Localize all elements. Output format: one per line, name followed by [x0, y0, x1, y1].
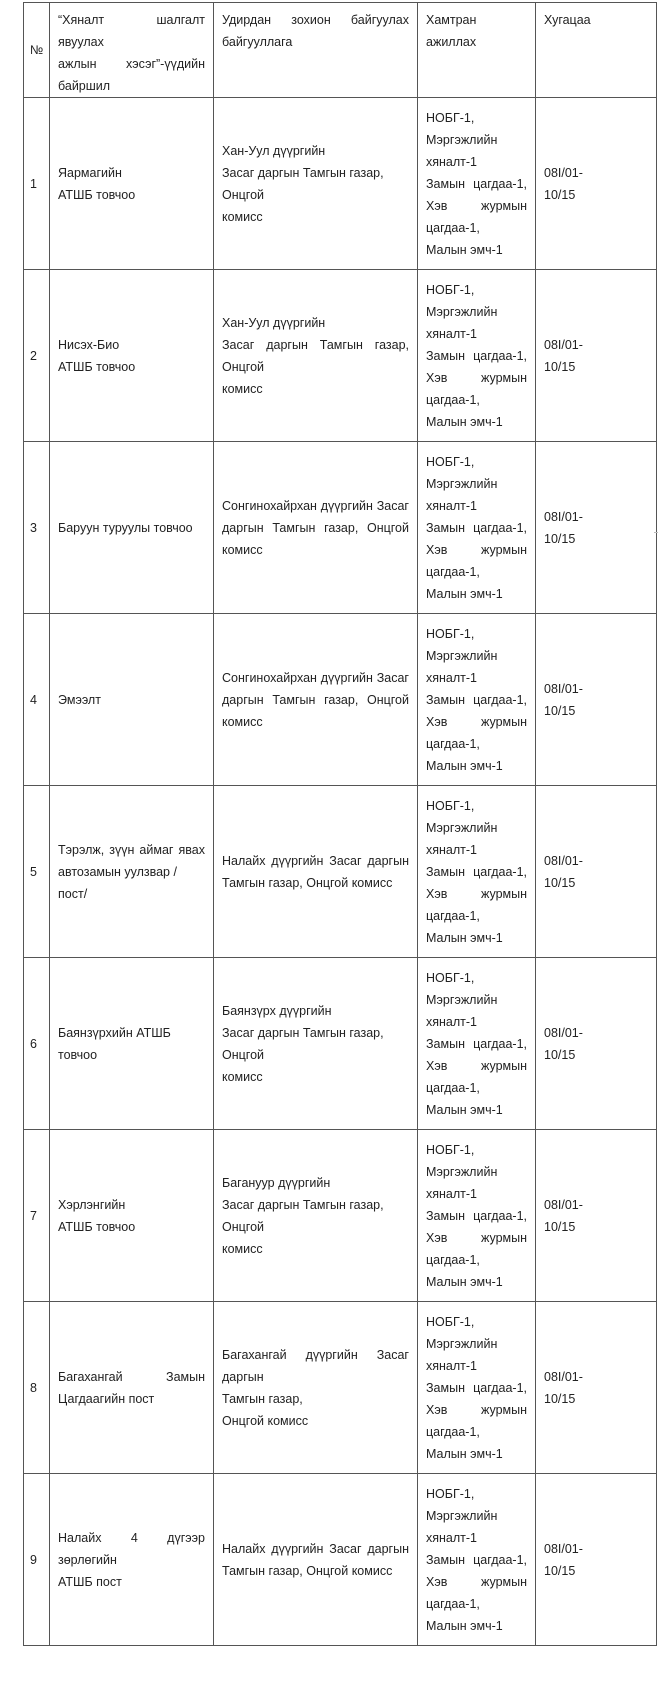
cooperate-line: НОБГ-1, [426, 626, 475, 641]
cooperate-line: Хэв журмын [426, 714, 527, 729]
cooperate-line: Замын цагдаа-1, [426, 1036, 527, 1051]
location-line: автозамын уулзвар /пост/ [58, 864, 177, 901]
row-number: 5 [24, 786, 50, 958]
deadline-line: 08I/01- [544, 337, 583, 352]
cooperate-line: НОБГ-1, [426, 454, 475, 469]
deadline-line: 08I/01- [544, 1197, 583, 1212]
deadline-line: 10/15 [544, 1563, 576, 1578]
organizer-cell [214, 1474, 418, 1646]
cooperate-line: Малын эмч-1 [426, 1274, 503, 1289]
organizer-line: Налайх дүүргийн Засаг даргын [222, 853, 409, 868]
cooperate-line: Замын цагдаа-1, [426, 176, 527, 191]
cooperate-line: Мэргэжлийн [426, 648, 498, 663]
cooperate-line: Замын цагдаа-1, [426, 692, 527, 707]
cooperate-line: цагдаа-1, [426, 1080, 480, 1095]
cooperate-line: НОБГ-1, [426, 970, 475, 985]
cooperate-line: цагдаа-1, [426, 908, 480, 923]
cooperate-line: Мэргэжлийн [426, 1508, 498, 1523]
location-line: АТШБ пост [58, 1574, 122, 1589]
organizer-line: Онцгой комисс [222, 1413, 309, 1428]
cooperate-line: Малын эмч-1 [426, 414, 503, 429]
organizer-cell [214, 98, 418, 270]
cooperate-line: хяналт-1 [426, 842, 478, 857]
location-line: Баянзүрхийн АТШБ товчоо [58, 1025, 171, 1062]
table-row [24, 786, 657, 958]
location-cell [50, 442, 214, 614]
cooperate-line: хяналт-1 [426, 1530, 478, 1545]
cooperate-line: Хэв журмын [426, 1402, 527, 1417]
table-row [24, 958, 657, 1130]
row-number: 6 [24, 958, 50, 1130]
deadline-cell [536, 1474, 657, 1646]
organizer-line: Засаг даргын Тамгын газар, Онцгой [222, 337, 409, 374]
header-location-line: ажлын хэсэг”-үүдийн [58, 57, 205, 71]
deadline-line: 10/15 [544, 359, 576, 374]
cooperate-line: Малын эмч-1 [426, 242, 503, 257]
location-cell [50, 958, 214, 1130]
cooperate-line: Малын эмч-1 [426, 930, 503, 945]
header-location [50, 3, 214, 98]
cooperate-line: хяналт-1 [426, 326, 478, 341]
location-cell [50, 614, 214, 786]
cooperate-line: хяналт-1 [426, 670, 478, 685]
deadline-line: 08I/01- [544, 853, 583, 868]
cooperate-line: Мэргэжлийн [426, 476, 498, 491]
cooperate-cell [418, 98, 536, 270]
cooperate-line: Хэв журмын [426, 1230, 527, 1245]
organizer-line: Налайх дүүргийн Засаг даргын [222, 1541, 409, 1556]
organizer-line: Хан-Уул дүүргийн [222, 143, 326, 158]
cooperate-line: цагдаа-1, [426, 736, 480, 751]
cooperate-line: хяналт-1 [426, 1014, 478, 1029]
deadline-line: 08I/01- [544, 1369, 583, 1384]
organizer-line: даргын Тамгын газар, Онцгой [222, 520, 409, 535]
location-line: Тэрэлж, зүүн аймаг явах [58, 842, 205, 857]
cooperate-line: Мэргэжлийн [426, 1336, 498, 1351]
cooperate-line: Мэргэжлийн [426, 132, 498, 147]
location-line: АТШБ товчоо [58, 1219, 136, 1234]
cooperate-line: НОБГ-1, [426, 798, 475, 813]
cooperate-line: цагдаа-1, [426, 1424, 480, 1439]
cooperate-line: НОБГ-1, [426, 282, 475, 297]
cooperate-cell [418, 442, 536, 614]
cooperate-line: цагдаа-1, [426, 220, 480, 235]
cooperate-line: хяналт-1 [426, 498, 478, 513]
row-number: 3 [24, 442, 50, 614]
organizer-cell [214, 1130, 418, 1302]
location-line: АТШБ товчоо [58, 359, 136, 374]
cooperate-line: хяналт-1 [426, 1186, 478, 1201]
organizer-cell [214, 786, 418, 958]
table-row [24, 1474, 657, 1646]
deadline-cell [536, 786, 657, 958]
cooperate-line: Малын эмч-1 [426, 1618, 503, 1633]
organizer-cell [214, 958, 418, 1130]
deadline-line: 10/15 [544, 531, 576, 546]
cooperate-cell [418, 270, 536, 442]
cooperate-line: Мэргэжлийн [426, 992, 498, 1007]
cooperate-line: Хэв журмын [426, 198, 527, 213]
table-row [24, 98, 657, 270]
deadline-line: 10/15 [544, 187, 576, 202]
organizer-line: Тамгын газар, Онцгой комисс [222, 875, 393, 890]
organizer-line: Тамгын газар, Онцгой комисс [222, 1563, 393, 1578]
cooperate-cell [418, 1130, 536, 1302]
deadline-cell [536, 614, 657, 786]
organizer-line: Сонгинохайрхан дүүргийн Засаг [222, 670, 409, 685]
deadline-line: 10/15 [544, 875, 576, 890]
table-body [24, 98, 657, 1646]
cooperate-line: цагдаа-1, [426, 564, 480, 579]
cooperate-line: цагдаа-1, [426, 392, 480, 407]
location-cell [50, 270, 214, 442]
location-line: Баруун туруулы товчоо [58, 520, 193, 535]
organizer-line: Баянзүрх дүүргийн [222, 1003, 332, 1018]
table-row [24, 442, 657, 614]
organizer-cell [214, 270, 418, 442]
cooperate-cell [418, 786, 536, 958]
deadline-cell [536, 958, 657, 1130]
organizer-cell [214, 614, 418, 786]
location-cell [50, 98, 214, 270]
row-number: 9 [24, 1474, 50, 1646]
location-cell [50, 786, 214, 958]
table-row [24, 1302, 657, 1474]
organizer-line: комисс [222, 542, 263, 557]
cooperate-line: НОБГ-1, [426, 1142, 475, 1157]
cooperate-line: Мэргэжлийн [426, 304, 498, 319]
cooperate-line: Мэргэжлийн [426, 1164, 498, 1179]
location-line: Цагдаагийн пост [58, 1391, 155, 1406]
cooperate-line: Хэв журмын [426, 1574, 527, 1589]
header-organizer [214, 3, 418, 98]
cooperate-cell [418, 1302, 536, 1474]
location-cell [50, 1130, 214, 1302]
location-line: Яармагийн [58, 165, 122, 180]
cooperate-line: Малын эмч-1 [426, 758, 503, 773]
header-organizer-line: байгууллага [222, 35, 293, 49]
cooperate-line: Хэв журмын [426, 1058, 527, 1073]
row-number: 1 [24, 98, 50, 270]
deadline-line: 08I/01- [544, 1541, 583, 1556]
cooperate-line: Малын эмч-1 [426, 1446, 503, 1461]
header-location-line: “Хяналт шалгалт явуулах [58, 13, 205, 49]
table-header [24, 3, 657, 98]
organizer-cell [214, 1302, 418, 1474]
header-row [24, 3, 657, 98]
deadline-cell [536, 442, 657, 614]
location-line: АТШБ товчоо [58, 187, 136, 202]
header-deadline: Хугацаа [536, 3, 657, 98]
cooperate-cell [418, 1474, 536, 1646]
organizer-line: комисс [222, 209, 263, 224]
organizer-line: комисс [222, 1241, 263, 1256]
cooperate-line: Мэргэжлийн [426, 820, 498, 835]
cooperate-line: Замын цагдаа-1, [426, 864, 527, 879]
location-line: Хэрлэнгийн [58, 1197, 126, 1212]
organizer-line: комисс [222, 714, 263, 729]
deadline-cell [536, 1130, 657, 1302]
deadline-line: 10/15 [544, 1219, 576, 1234]
cooperate-line: НОБГ-1, [426, 1314, 475, 1329]
organizer-line: Засаг даргын Тамгын газар, Онцгой [222, 165, 384, 202]
row-number: 7 [24, 1130, 50, 1302]
cooperate-line: Малын эмч-1 [426, 586, 503, 601]
organizer-line: комисс [222, 381, 263, 396]
cooperate-line: хяналт-1 [426, 154, 478, 169]
deadline-line: 08I/01- [544, 681, 583, 696]
location-line: Эмээлт [58, 692, 101, 707]
organizer-line: комисс [222, 1069, 263, 1084]
inspection-table [23, 2, 657, 1646]
cooperate-line: Хэв журмын [426, 370, 527, 385]
deadline-line: 08I/01- [544, 509, 583, 524]
deadline-line: 08I/01- [544, 1025, 583, 1040]
header-cooperate: Хамтран ажиллах [418, 3, 536, 98]
deadline-cell [536, 98, 657, 270]
cooperate-line: Замын цагдаа-1, [426, 520, 527, 535]
table-row [24, 614, 657, 786]
header-number: № [24, 3, 50, 98]
header-location-line: байршил [58, 79, 111, 93]
organizer-line: Засаг даргын Тамгын газар, Онцгой [222, 1025, 384, 1062]
location-line: Налайх 4 дүгээр зөрлөгийн [58, 1530, 205, 1567]
cooperate-line: Малын эмч-1 [426, 1102, 503, 1117]
cooperate-line: Замын цагдаа-1, [426, 348, 527, 363]
cooperate-line: Замын цагдаа-1, [426, 1208, 527, 1223]
row-number: 8 [24, 1302, 50, 1474]
organizer-line: Хан-Уул дүүргийн [222, 315, 326, 330]
row-number: 2 [24, 270, 50, 442]
header-organizer-line: Удирдан зохион байгуулах [222, 13, 409, 27]
cooperate-line: Замын цагдаа-1, [426, 1380, 527, 1395]
cooperate-cell [418, 958, 536, 1130]
location-line: Нисэх-Био [58, 337, 120, 352]
cooperate-line: хяналт-1 [426, 1358, 478, 1373]
deadline-line: 10/15 [544, 1047, 576, 1062]
organizer-line: Сонгинохайрхан дүүргийн Засаг [222, 498, 409, 513]
cooperate-line: цагдаа-1, [426, 1252, 480, 1267]
deadline-line: 10/15 [544, 1391, 576, 1406]
organizer-line: Багахангай дүүргийн Засаг даргын [222, 1347, 409, 1384]
table-row [24, 1130, 657, 1302]
scroll-edge-mark [654, 532, 658, 533]
deadline-cell [536, 1302, 657, 1474]
cooperate-cell [418, 614, 536, 786]
location-cell [50, 1302, 214, 1474]
location-line: Багахангай Замын [58, 1369, 205, 1384]
deadline-line: 10/15 [544, 703, 576, 718]
cooperate-line: Замын цагдаа-1, [426, 1552, 527, 1567]
deadline-line: 08I/01- [544, 165, 583, 180]
deadline-cell [536, 270, 657, 442]
cooperate-line: НОБГ-1, [426, 110, 475, 125]
organizer-line: Засаг даргын Тамгын газар, Онцгой [222, 1197, 384, 1234]
organizer-cell [214, 442, 418, 614]
organizer-line: Тамгын газар, [222, 1391, 303, 1406]
cooperate-line: Хэв журмын [426, 886, 527, 901]
cooperate-line: Хэв журмын [426, 542, 527, 557]
cooperate-line: цагдаа-1, [426, 1596, 480, 1611]
organizer-line: Багануур дүүргийн [222, 1175, 331, 1190]
cooperate-line: НОБГ-1, [426, 1486, 475, 1501]
location-cell [50, 1474, 214, 1646]
organizer-line: даргын Тамгын газар, Онцгой [222, 692, 409, 707]
table-row [24, 270, 657, 442]
row-number: 4 [24, 614, 50, 786]
